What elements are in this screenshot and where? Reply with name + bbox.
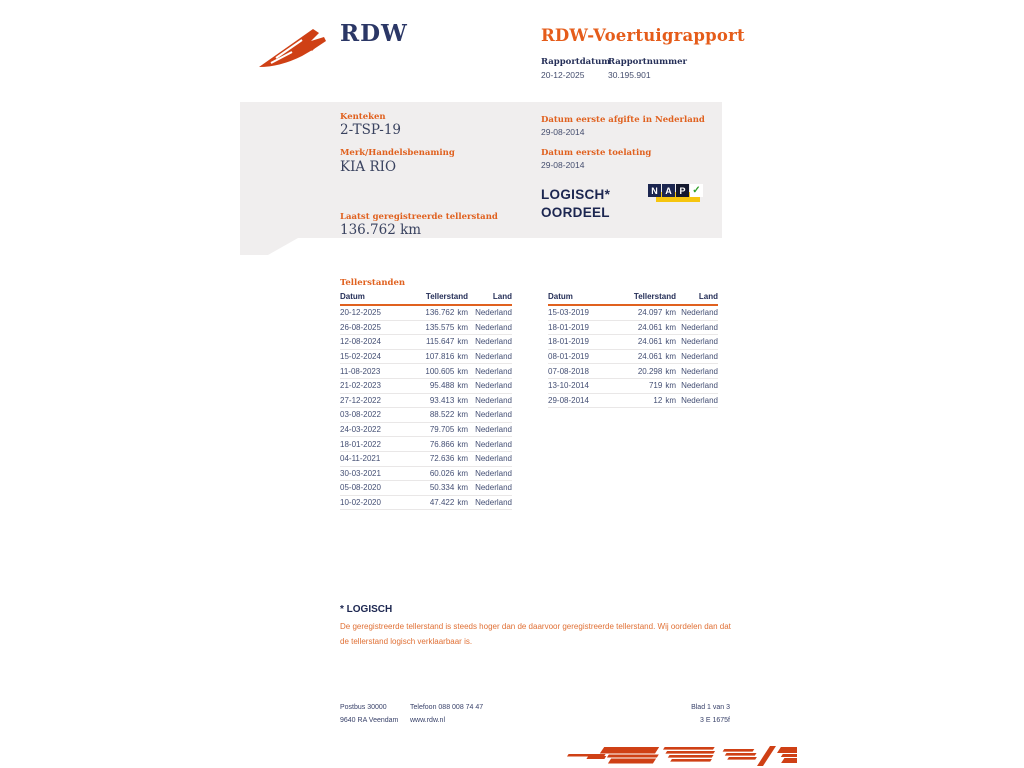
table-row: [340, 364, 512, 379]
row-tellerstand: 76.866 km: [429, 439, 468, 449]
row-land: Nederland: [475, 468, 512, 478]
row-tellerstand: 24.061 km: [637, 337, 676, 347]
nap-check-icon: ✓: [690, 184, 703, 197]
table-row: [340, 321, 512, 336]
row-land: Nederland: [475, 352, 512, 362]
column-land: Land: [698, 292, 718, 301]
table-row: [548, 321, 718, 336]
row-land: Nederland: [681, 308, 718, 318]
table-row: [548, 394, 718, 409]
rapportdatum-value: 20-12-2025: [541, 70, 585, 80]
row-tellerstand: 719 km: [648, 381, 676, 391]
merk-value: KIA RIO: [340, 159, 397, 175]
column-land: Land: [492, 292, 512, 301]
tellerstanden-table-right: [548, 291, 718, 408]
row-tellerstand: 50.334 km: [429, 483, 468, 493]
table-row: [340, 467, 512, 482]
rdw-wordmark: RDW: [340, 20, 408, 47]
row-land: Nederland: [475, 410, 512, 420]
row-tellerstand: 24.061 km: [637, 322, 676, 332]
merk-label: Merk/Handelsbenaming: [340, 148, 455, 158]
table-row: [548, 364, 718, 379]
table-row: [340, 481, 512, 496]
row-datum: 18-01-2019: [548, 337, 589, 347]
row-tellerstand: 115.647 km: [426, 337, 468, 347]
row-tellerstand: 136.762 km: [425, 308, 468, 318]
nap-letter-n: N: [648, 184, 661, 197]
row-datum: 15-02-2024: [340, 352, 381, 362]
rdw-logo-icon: [256, 26, 334, 70]
column-tellerstand: Tellerstand: [633, 292, 676, 301]
row-land: Nederland: [475, 439, 512, 449]
row-land: Nederland: [681, 352, 718, 362]
kenteken-label: Kenteken: [340, 112, 386, 122]
table-row: [548, 379, 718, 394]
row-land: Nederland: [681, 366, 718, 376]
panel-notch-decoration: [268, 238, 722, 255]
row-tellerstand: 24.097 km: [637, 308, 676, 318]
row-tellerstand: 100.605 km: [425, 366, 468, 376]
footer-plaats: 9640 RA Veendam: [340, 717, 399, 724]
row-datum: 15-03-2019: [548, 308, 589, 318]
row-tellerstand: 47.422 km: [429, 498, 468, 508]
row-land: Nederland: [475, 454, 512, 464]
table-row: [340, 408, 512, 423]
table-row: [340, 335, 512, 350]
footer-address: [340, 701, 398, 727]
footer-form-code: 3 E 1675f: [700, 717, 730, 724]
table-row: [340, 437, 512, 452]
table-row: [340, 423, 512, 438]
row-datum: 24-03-2022: [340, 425, 381, 435]
table-header: [340, 291, 512, 306]
nap-letter-a: A: [662, 184, 675, 197]
row-land: Nederland: [475, 322, 512, 332]
row-datum: 04-11-2021: [340, 454, 381, 464]
row-land: Nederland: [475, 366, 512, 376]
kenteken-value: 2-TSP-19: [340, 122, 402, 138]
row-datum: 20-12-2025: [340, 308, 381, 318]
row-datum: 18-01-2022: [340, 439, 381, 449]
table-row: [548, 350, 718, 365]
laatste-tellerstand-label: Laatst geregistreerde tellerstand: [340, 212, 498, 222]
row-datum: 30-03-2021: [340, 468, 381, 478]
footer-website: www.rdw.nl: [410, 717, 446, 724]
oordeel-line2: OORDEEL: [541, 205, 610, 220]
row-datum: 07-08-2018: [548, 366, 589, 376]
oordeel-badge: [541, 186, 610, 222]
row-tellerstand: 135.575 km: [425, 322, 468, 332]
table-row: [548, 335, 718, 350]
row-tellerstand: 24.061 km: [637, 352, 676, 362]
footer-postbus: Postbus 30000: [340, 704, 387, 711]
column-datum: Datum: [340, 292, 365, 301]
table-row: [340, 350, 512, 365]
table-row: [340, 496, 512, 511]
row-land: Nederland: [681, 337, 718, 347]
row-land: Nederland: [475, 425, 512, 435]
row-datum: 10-02-2020: [340, 498, 381, 508]
row-land: Nederland: [475, 498, 512, 508]
row-datum: 13-10-2014: [548, 381, 589, 391]
eerste-afgifte-label: Datum eerste afgifte in Nederland: [541, 115, 705, 125]
oordeel-line1: LOGISCH*: [541, 187, 611, 202]
row-land: Nederland: [475, 395, 512, 405]
column-tellerstand: Tellerstand: [425, 292, 468, 301]
footer-phone: Telefoon 088 008 74 47: [410, 704, 484, 711]
eerste-toelating-value: 29-08-2014: [541, 160, 585, 170]
nap-logo-icon: [648, 184, 706, 204]
footnote-text: De geregistreerde tellerstand is steeds hoger dan de daarvoor geregistreerde tellerstand. Wij oordelen dan dat de tellerstand logisch verklaarbaar is.: [340, 622, 731, 646]
nap-letter-p: P: [676, 184, 689, 197]
row-land: Nederland: [681, 322, 718, 332]
rdw-stripes-decoration-icon: [545, 744, 797, 768]
row-tellerstand: 72.636 km: [429, 454, 468, 464]
row-datum: 03-08-2022: [340, 410, 381, 420]
row-datum: 05-08-2020: [340, 483, 381, 493]
row-land: Nederland: [681, 395, 718, 405]
column-datum: Datum: [548, 292, 573, 301]
table-row: [340, 394, 512, 409]
row-datum: 12-08-2024: [340, 337, 381, 347]
row-datum: 08-01-2019: [548, 352, 589, 362]
rapportnummer-label: Rapportnummer: [608, 57, 687, 67]
table-row: [548, 306, 718, 321]
footer-contact: [410, 701, 483, 727]
row-land: Nederland: [475, 337, 512, 347]
row-tellerstand: 95.488 km: [429, 381, 468, 391]
row-datum: 11-08-2023: [340, 366, 381, 376]
laatste-tellerstand-value: 136.762 km: [340, 222, 422, 238]
table-row: [340, 306, 512, 321]
table-row: [340, 379, 512, 394]
row-datum: 18-01-2019: [548, 322, 589, 332]
row-tellerstand: 88.522 km: [429, 410, 468, 420]
footer-page-number: Blad 1 van 3: [691, 704, 730, 711]
tellerstanden-title: Tellerstanden: [340, 278, 406, 288]
rapportnummer-value: 30.195.901: [608, 70, 651, 80]
row-tellerstand: 107.816 km: [425, 352, 468, 362]
row-land: Nederland: [681, 381, 718, 391]
table-header: [548, 291, 718, 306]
footer-page-info: [640, 701, 730, 727]
row-tellerstand: 79.705 km: [429, 425, 468, 435]
report-title: RDW-Voertuigrapport: [541, 26, 745, 45]
row-land: Nederland: [475, 483, 512, 493]
footnote-title: * LOGISCH: [340, 604, 393, 615]
row-tellerstand: 12 km: [653, 395, 676, 405]
tellerstanden-table-left: [340, 291, 512, 510]
row-datum: 27-12-2022: [340, 395, 381, 405]
row-land: Nederland: [475, 381, 512, 391]
row-tellerstand: 20.298 km: [637, 366, 676, 376]
rapportdatum-label: Rapportdatum: [541, 57, 611, 67]
table-row: [340, 452, 512, 467]
row-datum: 26-08-2025: [340, 322, 381, 332]
row-land: Nederland: [475, 308, 512, 318]
row-tellerstand: 93.413 km: [429, 395, 468, 405]
eerste-toelating-label: Datum eerste toelating: [541, 148, 652, 158]
row-datum: 21-02-2023: [340, 381, 381, 391]
row-tellerstand: 60.026 km: [429, 468, 468, 478]
row-datum: 29-08-2014: [548, 395, 589, 405]
eerste-afgifte-value: 29-08-2014: [541, 127, 585, 137]
